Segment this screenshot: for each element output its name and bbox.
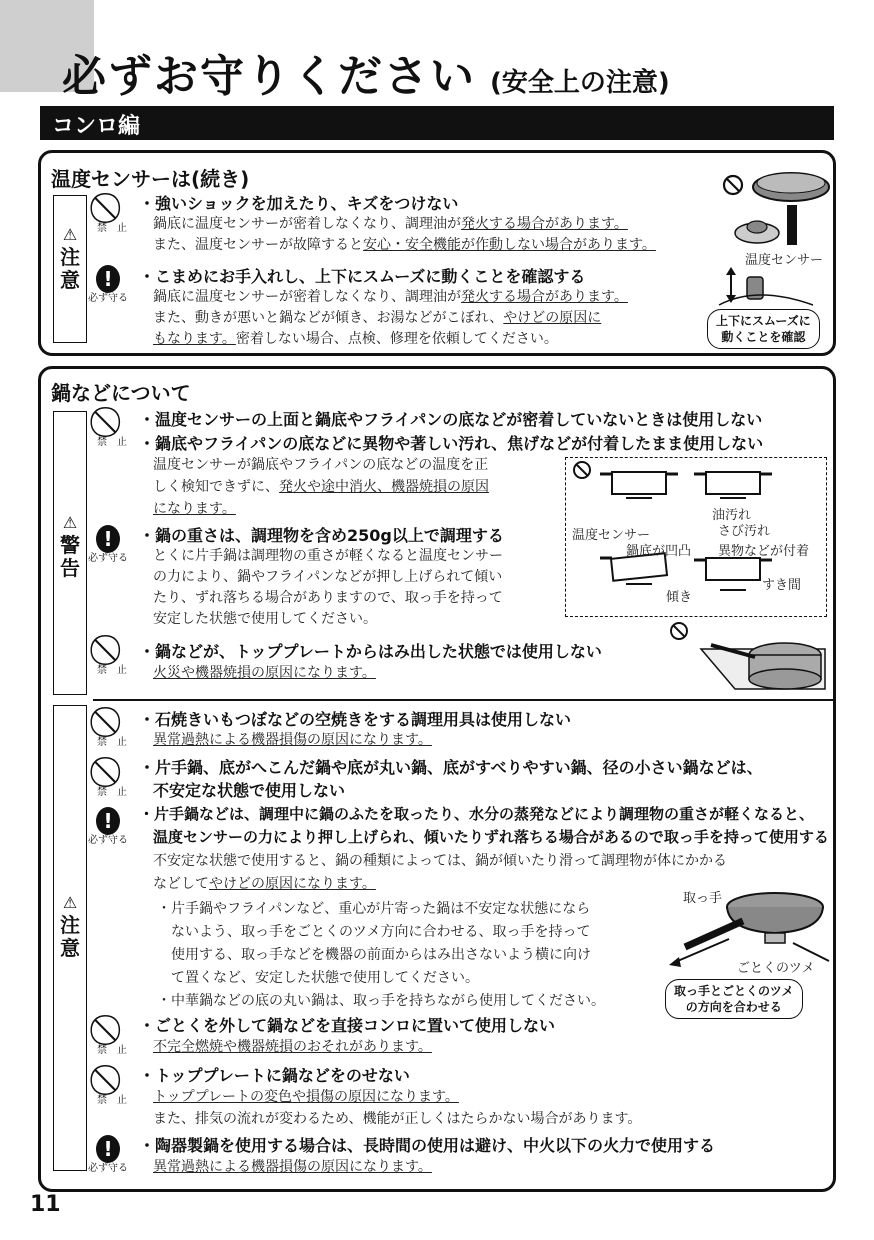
exclamation-icon: ! xyxy=(96,1135,120,1163)
w4-heading: ・鍋などが、トッププレートからはみ出した状態では使用しない xyxy=(139,642,602,661)
section-bar-label: コンロ編 xyxy=(52,114,141,139)
w2-line1: 温度センサーが鍋底やフライパンの底などの温度を正 xyxy=(153,457,489,473)
caution-label: ⚠ 注 意 xyxy=(53,705,87,1171)
c3-sub1-line3: 使用する、取っ手などを機器の前面からはみ出さないよう横に向け xyxy=(171,947,591,963)
caution-label: ⚠ 注 意 xyxy=(53,195,87,343)
w3-line3: たり、ずれ落ちる場合がありますので、取っ手を持って xyxy=(153,590,503,606)
sensor-item1-line2: また、温度センサーが故障すると安心・安全機能が作動しない場合があります。 xyxy=(153,237,656,253)
must-symbol: ! 必ず守る xyxy=(88,267,128,304)
c5-line1: トッププレートの変色や損傷の原因になります。 xyxy=(153,1089,459,1105)
sensor-item2-line1: 鍋底に温度センサーが密着しなくなり、調理油が発火する場合があります。 xyxy=(153,289,628,305)
diagram-label-gap: すき間 xyxy=(762,578,802,593)
sensor-caption: 上下にスムーズに 動くことを確認 xyxy=(707,309,820,349)
warning-triangle-icon: ⚠ xyxy=(62,513,78,532)
prohibit-symbol: 禁 止 xyxy=(91,1065,133,1107)
must-symbol: ! 必ず守る xyxy=(88,809,128,846)
sensor-item2-line3: もなります。密着しない場合、点検、修理を依頼してください。 xyxy=(153,331,558,347)
prohibit-icon xyxy=(91,1015,133,1045)
prohibit-icon xyxy=(91,635,133,665)
c3-line2: などしてやけどの原因になります。 xyxy=(153,876,376,892)
diagram-label-foreign: 異物などが付着 xyxy=(718,544,810,559)
prohibit-icon xyxy=(91,1065,133,1095)
diagram-label-tilt: 傾き xyxy=(666,590,693,605)
c6-heading: ・陶器製鍋を使用する場合は、長時間の使用は避け、中火以下の火力で使用する xyxy=(139,1136,716,1155)
c2-heading-line2: 不安定な状態で使用しない xyxy=(153,781,346,800)
w2-line2: しく検知できずに、発火や途中消火、機器焼損の原因 xyxy=(153,479,489,495)
c5-line2: また、排気の流れが変わるため、機能が正しくはたらかない場合があります。 xyxy=(153,1111,642,1127)
w3-heading: ・鍋の重さは、調理物を含め250g以上で調理する xyxy=(139,526,504,545)
pot-contact-diagram xyxy=(565,457,827,617)
w3-line1: とくに片手鍋は調理物の重さが軽くなると温度センサー xyxy=(153,548,503,564)
pots-section xyxy=(38,366,836,1192)
prohibit-icon xyxy=(91,707,133,737)
pots-heading: 鍋などについて xyxy=(51,381,191,405)
w3-line2: の力により、鍋やフライパンなどが押し上げられて傾い xyxy=(153,569,503,585)
c3-sub1-line4: て置くなど、安定した状態で使用してください。 xyxy=(171,970,479,986)
c2-heading-line1: ・片手鍋、底がへこんだ鍋や底が丸い鍋、底がすべりやすい鍋、径の小さい鍋などは、 xyxy=(139,758,763,777)
prohibit-symbol: 禁 止 xyxy=(91,407,133,449)
c1-heading: ・石焼きいもつぼなどの空焼きをする調理用具は使用しない xyxy=(139,710,572,729)
sensor-item1-heading: ・強いショックを加えたり、キズをつけない xyxy=(139,194,459,213)
w1-heading: ・温度センサーの上面と鍋底やフライパンの底などが密着していないときは使用しない xyxy=(139,410,763,429)
prohibit-icon xyxy=(91,757,133,787)
overhang-pot-illustration xyxy=(665,619,835,693)
diagram-label-sensor: 温度センサー xyxy=(572,528,651,543)
c5-heading: ・トッププレートに鍋などをのせない xyxy=(139,1066,410,1085)
must-symbol: ! 必ず守る xyxy=(88,1137,128,1174)
c4-line: 不完全燃焼や機器焼損のおそれがあります。 xyxy=(153,1039,432,1055)
exclamation-icon: ! xyxy=(96,525,120,553)
w2-heading: ・鍋底やフライパンの底などに異物や著しい汚れ、焦げなどが付着したまま使用しない xyxy=(139,434,764,453)
caution-triangle-icon: ⚠ xyxy=(62,893,78,912)
prohibit-icon xyxy=(91,193,133,223)
sensor-item2-line2: また、動きが悪いと鍋などが傾き、お湯などがこぼれ、やけどの原因に xyxy=(153,310,602,326)
c4-heading: ・ごとくを外して鍋などを直接コンロに置いて使用しない xyxy=(139,1016,556,1035)
c3-heading-line2: 温度センサーの力により押し上げられ、傾いたりずれ落ちる場合があるので取っ手を持って使用する xyxy=(153,828,829,846)
claw-label: ごとくのツメ xyxy=(737,961,815,976)
sensor-illus-label: 温度センサー xyxy=(745,253,824,268)
diagram-label-dirt2: さび汚れ xyxy=(718,524,771,539)
c3-sub1-line2: ないよう、取っ手をごとくのツメ方向に合わせる、取っ手を持って xyxy=(171,924,591,940)
exclamation-icon: ! xyxy=(96,265,120,293)
sensor-heading: 温度センサーは(続き) xyxy=(51,167,250,191)
sensor-item2-heading: ・こまめにお手入れし、上下にスムーズに動くことを確認する xyxy=(139,267,586,286)
page-subtitle: (安全上の注意) xyxy=(490,68,670,98)
prohibit-symbol: 禁 止 xyxy=(91,635,133,677)
w2-line3: になります。 xyxy=(153,501,236,517)
prohibit-symbol: 禁 止 xyxy=(91,193,133,235)
c6-line: 異常過熱による機器損傷の原因になります。 xyxy=(153,1159,432,1175)
diagram-label-dent: 鍋底が凹凸 xyxy=(626,544,692,559)
sensor-item1-line1: 鍋底に温度センサーが密着しなくなり、調理油が発火する場合があります。 xyxy=(153,216,628,232)
prohibit-icon xyxy=(91,407,133,437)
c3-sub2: ・中華鍋などの底の丸い鍋は、取っ手を持ちながら使用してください。 xyxy=(157,993,605,1009)
section-divider xyxy=(93,699,833,701)
sensor-updown-illustration xyxy=(717,265,817,309)
prohibit-symbol: 禁 止 xyxy=(91,1015,133,1057)
c3-line1: 不安定な状態で使用すると、鍋の種類によっては、鍋が傾いたり滑って調理物が体にかかる xyxy=(153,853,727,869)
section-bar xyxy=(40,106,834,140)
diagram-label-dirt1: 油汚れ xyxy=(712,508,752,523)
c1-line: 異常過熱による機器損傷の原因になります。 xyxy=(153,732,432,748)
c3-heading-line1: ・片手鍋などは、調理中に鍋のふたを取ったり、水分の蒸発などにより調理物の重さが軽くなると、 xyxy=(139,805,815,823)
page-number: 11 xyxy=(30,1192,61,1217)
must-symbol: ! 必ず守る xyxy=(88,527,128,564)
prohibit-symbol: 禁 止 xyxy=(91,757,133,799)
w4-line: 火災や機器焼損の原因になります。 xyxy=(153,665,376,681)
c3-sub1-line1: ・片手鍋やフライパンなど、重心が片寄った鍋は不安定な状態になら xyxy=(157,901,591,917)
exclamation-icon: ! xyxy=(96,807,120,835)
handle-caption: 取っ手とごとくのツメ の方向を合わせる xyxy=(665,979,803,1019)
page-title: 必ずお守りください (安全上の注意) xyxy=(62,51,670,102)
handle-label: 取っ手 xyxy=(683,891,723,906)
caution-triangle-icon: ⚠ xyxy=(62,225,78,244)
warning-label: ⚠ 警 告 xyxy=(53,411,87,695)
sensor-section xyxy=(38,150,836,356)
w3-line4: 安定した状態で使用してください。 xyxy=(153,611,377,627)
prohibit-symbol: 禁 止 xyxy=(91,707,133,749)
